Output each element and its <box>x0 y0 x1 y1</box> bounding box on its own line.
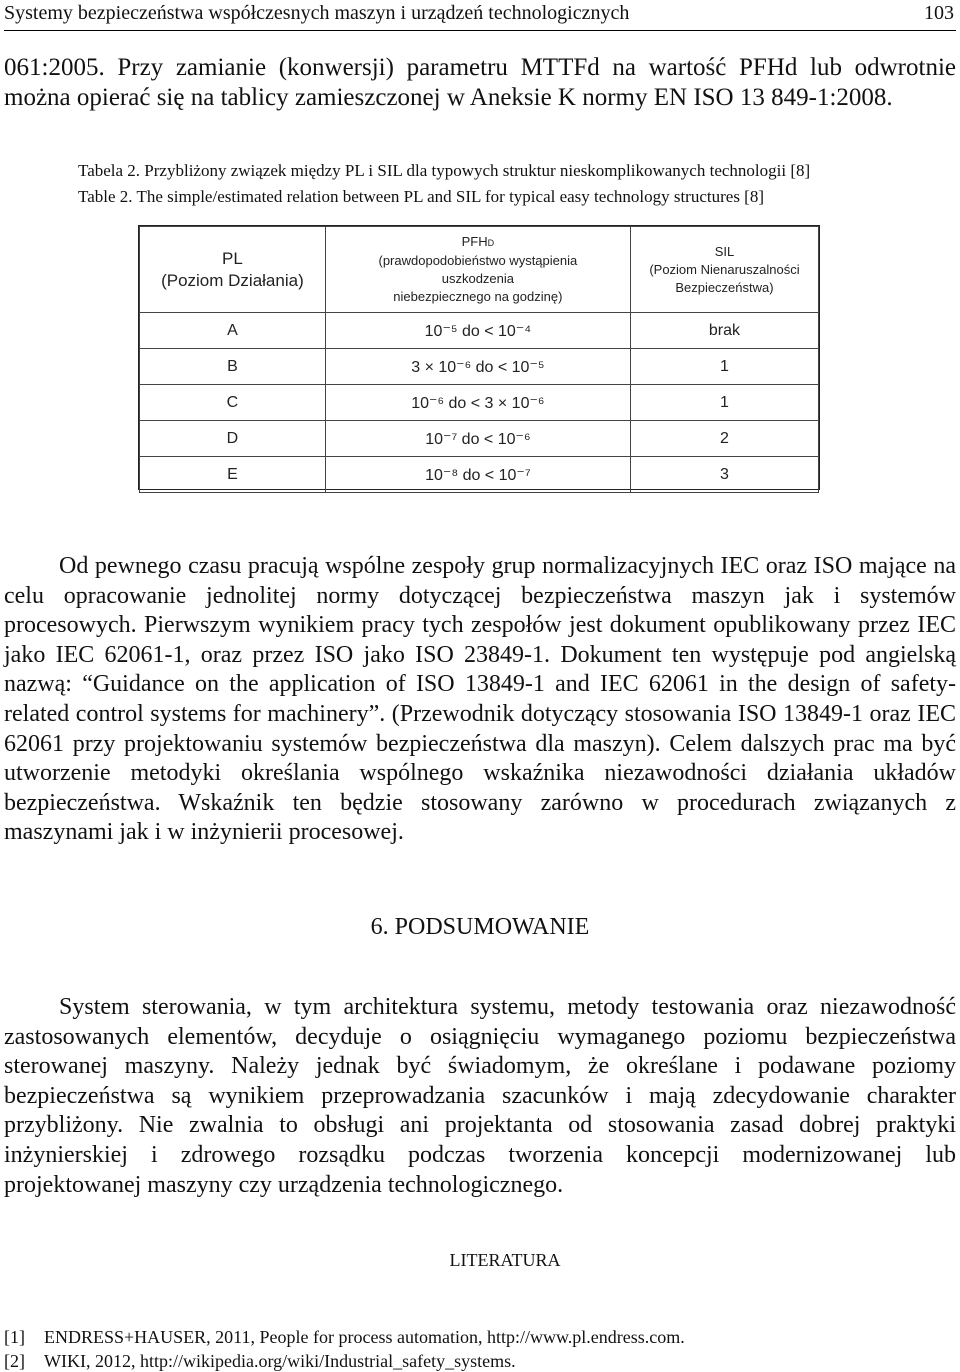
header-pfh <box>325 227 630 313</box>
header-pfh-line3: uszkodzenia <box>441 271 515 286</box>
page-number: 103 <box>924 2 954 24</box>
reference-text: WIKI, 2012, http://wikipedia.org/wiki/Industrial_safety_systems. <box>44 1351 516 1371</box>
table-row <box>140 457 819 493</box>
header-pfh-line2: (prawdopodobieństwo wystąpienia <box>378 253 578 268</box>
table-caption-pl: Tabela 2. Przybliżony związek między PL i SIL dla typowych struktur nieskomplikowanych technologii [8] <box>78 161 811 180</box>
cell-sil: brak <box>630 313 818 349</box>
cell-pfh: 10⁻⁷ do < 10⁻⁶ <box>325 421 630 457</box>
reference-item <box>4 1350 516 1372</box>
cell-sil: 3 <box>630 457 818 493</box>
header-sil-line3: Bezpieczeństwa) <box>675 279 774 295</box>
header-sil <box>630 227 818 313</box>
cell-pl: A <box>140 313 326 349</box>
cell-pl: C <box>140 385 326 421</box>
literature-heading: LITERATURA <box>449 1250 561 1270</box>
cell-sil: 2 <box>630 421 818 457</box>
cell-pfh: 10⁻⁵ do < 10⁻⁴ <box>325 313 630 349</box>
header-pl-subtitle: (Poziom Działania) <box>161 270 304 290</box>
table-row <box>140 313 819 349</box>
cell-pl: B <box>140 349 326 385</box>
paragraph-body: Od pewnego czasu pracują wspólne zespoły grup normalizacyjnych IEC oraz ISO mające na celu opracowanie jednolitej normy dotyczącej bezpieczeństwa maszyn jak i systemów procesowych. Pierwszym wynikiem pracy tych zespołów jest dokument opublikowany przez IEC jako IEC 62061-1, oraz przez ISO jako ISO 23849-1. Dokument ten występuje pod angielską nazwą: “Guidance on the application of ISO 13849-1 and IEC 62061 in the design of safety-related control systems for machinery”. (Przewodnik dotyczący stosowania ISO 13849-1 oraz IEC 62061 przy projektowaniu systemów bezpieczeństwa dla maszyn). Celem dalszych prac ma być utworzenie metodyki określania wspólnego wskaźnika niezawodności działania układów bezpieczeństwa. Wskaźnik ten będzie stosowany zarówno w procedurach związanych z maszynami jak i w inżynierii procesowej. <box>4 553 956 846</box>
running-title: Systemy bezpieczeństwa współczesnych maszyn i urządzeń technologicznych <box>4 2 630 24</box>
table-caption-en: Table 2. The simple/estimated relation between PL and SIL for typical easy technology structures [8] <box>78 187 765 206</box>
reference-number: [1] <box>4 1327 25 1347</box>
table-row <box>140 385 819 421</box>
reference-text: ENDRESS+HAUSER, 2011, People for process automation, http://www.pl.endress.com. <box>44 1327 685 1347</box>
pl-sil-table <box>138 225 820 490</box>
header-sil-title: SIL <box>714 243 735 259</box>
reference-item <box>4 1326 685 1348</box>
header-sil-line2: (Poziom Nienaruszalności <box>649 261 800 277</box>
cell-pfh: 3 × 10⁻⁶ do < 10⁻⁵ <box>325 349 630 385</box>
table-header-row <box>140 227 819 313</box>
header-pl <box>140 227 326 313</box>
table-row <box>140 421 819 457</box>
cell-pl: D <box>140 421 326 457</box>
reference-number: [2] <box>4 1351 25 1371</box>
cell-pfh: 10⁻⁶ do < 3 × 10⁻⁶ <box>325 385 630 421</box>
cell-pfh: 10⁻⁸ do < 10⁻⁷ <box>325 457 630 493</box>
running-header <box>4 0 956 31</box>
header-pfh-title: PFHD <box>461 234 495 249</box>
paragraph-top: 061:2005. Przy zamianie (konwersji) parametru MTTFd na wartość PFHd lub odwrotnie można opierać się na tablicy zamieszczonej w Aneksie K normy EN ISO 13 849-1:2008. <box>4 54 956 111</box>
header-pl-title: PL <box>222 248 243 268</box>
header-pfh-line4: niebezpiecznego na godzinę) <box>393 289 563 304</box>
cell-sil: 1 <box>630 349 818 385</box>
table-row <box>140 349 819 385</box>
paragraph-summary: System sterowania, w tym architektura systemu, metody testowania oraz niezawodność zastosowanych elementów, decyduje o osiągnięciu wymaganego poziomu bezpieczeństwa sterowanej maszyny. Należy jednak być świadomym, że określane i podawane poziomy bezpieczeństwa są wynikiem przeprowadzania szacunków i mają zdecydowanie charakter przybliżony. Nie zwalnia to obsługi ani projektanta od stosowania zasad dobrej praktyki inżynierskiej i zdrowego rozsądku podczas tworzenia koncepcji modernizowanej lub projektowanej maszyny czy urządzenia technologicznego. <box>4 994 956 1198</box>
cell-pl: E <box>140 457 326 493</box>
section-heading: 6. PODSUMOWANIE <box>370 914 590 940</box>
cell-sil: 1 <box>630 385 818 421</box>
